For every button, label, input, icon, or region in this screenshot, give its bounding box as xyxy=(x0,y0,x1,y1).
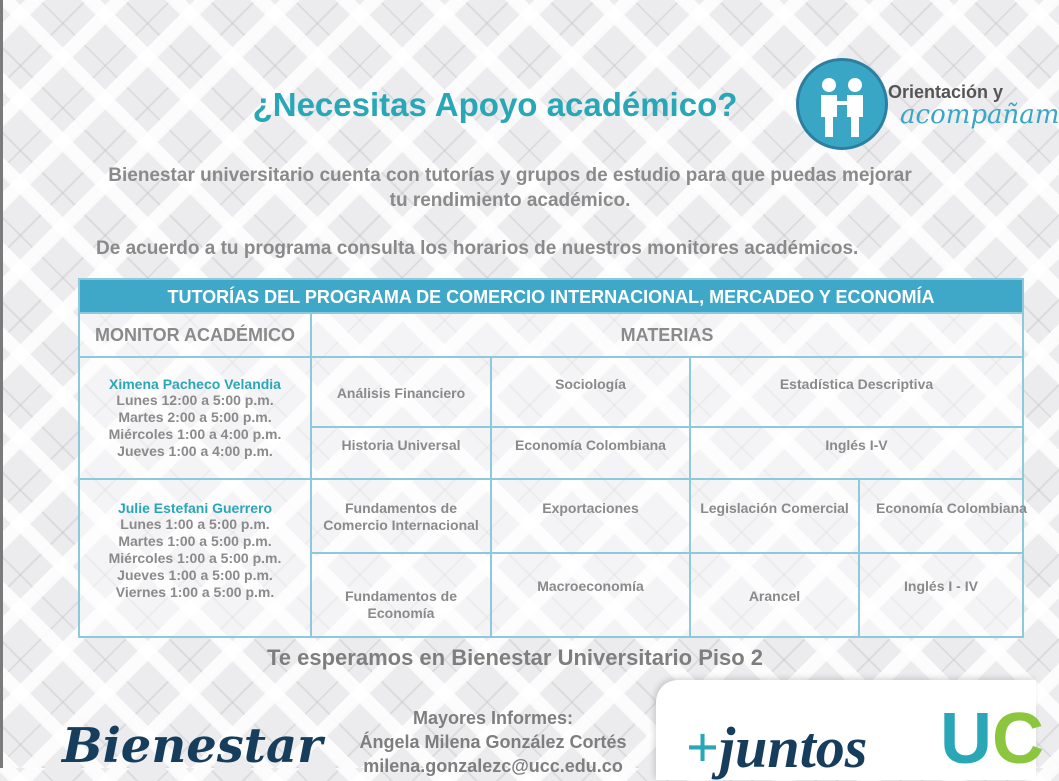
ucc-logo xyxy=(940,698,1044,780)
subject-cell: Arancel xyxy=(689,552,860,638)
monitor-cell-1 xyxy=(78,356,312,480)
info-label: Mayores Informes: xyxy=(412,708,574,728)
subject-cell: Análisis Financiero xyxy=(310,356,492,428)
page-border xyxy=(0,0,3,768)
schedule-line: Miércoles 1:00 a 5:00 p.m. xyxy=(108,550,282,566)
subject-cell: Sociología xyxy=(490,356,691,428)
consult-text: De acuerdo a tu programa consulta los horarios de nuestros monitores académicos. xyxy=(96,238,859,259)
table-header: TUTORÍAS DEL PROGRAMA DE COMERCIO INTERNACIONAL, MERCADEO Y ECONOMÍA xyxy=(78,278,1024,314)
juntos-plus: + xyxy=(686,715,720,780)
subject-cell: Inglés I - IV xyxy=(858,552,1024,638)
subject-cell: Economía Colombiana xyxy=(490,426,691,480)
schedule-line: Lunes 1:00 a 5:00 p.m. xyxy=(120,516,270,532)
subject-cell: Inglés I-V xyxy=(689,426,1024,480)
column-header-monitor: MONITOR ACADÉMICO xyxy=(78,312,312,358)
schedule-line: Lunes 12:00 a 5:00 p.m. xyxy=(116,392,274,408)
tutoring-table xyxy=(78,278,1027,638)
logo-text-line1: Orientación y xyxy=(888,82,1004,102)
brand-panel xyxy=(656,680,1044,780)
logo-text-line2: acompañam xyxy=(900,100,1059,130)
schedule-line: Viernes 1:00 a 5:00 p.m. xyxy=(115,584,275,600)
schedule-line: Martes 1:00 a 5:00 p.m. xyxy=(118,533,272,549)
subject-cell: Historia Universal xyxy=(310,426,492,480)
juntos-word: juntos xyxy=(719,715,868,780)
ucc-letter-c: C xyxy=(992,699,1044,779)
contact-name: Ángela Milena González Cortés xyxy=(359,732,627,752)
people-icon xyxy=(796,58,888,150)
subject-cell: Macroeconomía xyxy=(490,552,691,638)
subject-cell: Fundamentos de Comercio Internacional xyxy=(310,478,492,554)
column-header-subjects: MATERIAS xyxy=(310,312,1024,358)
juntos-logo xyxy=(686,714,867,781)
contact-email[interactable]: milena.gonzalezc@ucc.edu.co xyxy=(363,756,623,776)
monitor-name: Julie Estefani Guerrero xyxy=(117,500,273,516)
schedule-line: Jueves 1:00 a 4:00 p.m. xyxy=(117,443,273,459)
bienestar-logo: Bienestar xyxy=(62,718,323,774)
subject-cell: Legislación Comercial xyxy=(689,478,860,554)
intro-text: Bienestar universitario cuenta con tutorías y grupos de estudio para que puedas mejorar tu rendimiento académico. xyxy=(108,165,912,211)
location-text: Te esperamos en Bienestar Universitario Piso 2 xyxy=(266,645,764,670)
ucc-letter-u: U xyxy=(940,699,992,779)
subject-cell: Economía Colombiana xyxy=(858,478,1024,554)
contact-block xyxy=(300,706,686,778)
subject-cell: Fundamentos de Economía xyxy=(310,552,492,638)
subject-cell: Estadística Descriptiva xyxy=(689,356,1024,428)
page-title: ¿Necesitas Apoyo académico? xyxy=(252,86,738,123)
schedule-line: Jueves 1:00 a 5:00 p.m. xyxy=(117,567,273,583)
schedule-line: Miércoles 1:00 a 4:00 p.m. xyxy=(108,426,282,442)
monitor-cell-2 xyxy=(78,478,312,638)
monitor-name: Ximena Pacheco Velandia xyxy=(109,376,281,392)
schedule-line: Martes 2:00 a 5:00 p.m. xyxy=(118,409,272,425)
subject-cell: Exportaciones xyxy=(490,478,691,554)
